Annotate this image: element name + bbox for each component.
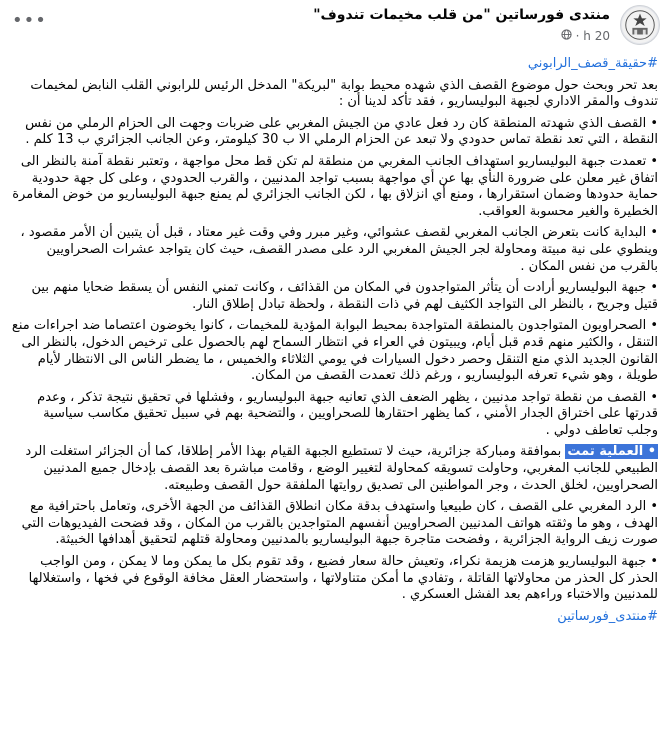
post-paragraph-5: • الصحراويون المتواجدون بالمنطقة المتواجدة بمحيط البوابة المؤدية للمخيمات ، كانوا يخوضون اعتصاما ضد اجراءات منع التنقل ، والكثير منهم قدم قبل أيام، ويبيتون في العراء في انتظار السماح لهم بالحصول على ترخيص الدخول، بالنظر الى القانون الجديد الذي منع التنقل وحصر دخول السيارات في يومي الثلاثاء والخميس ، ما يضطر الناس الى الانتظار لأيام طويلة ، وهو شيء تعرفه البوليساريو ، ورغم ذلك تعمدت القصف من المكان.	[11, 318, 658, 384]
logo-emblem-icon	[621, 6, 659, 44]
meta-dot: ·	[575, 28, 580, 43]
post-time[interactable]: 20 h	[583, 28, 610, 43]
post-paragraph-6: • القصف من نقطة تواجد مدنيين ، يظهر الضعف الذي تعانيه جبهة البوليساريو ، وفشلها في تحقيق نتيجة تذكر ، وعدم قدرتها على اختراق الجدار الأمني ، كما يظهر احتقارها للصحراويين ، والتضحية بهم في سبيل تحقيق مكاسب سياسية وجلب تعاطف دولي .	[37, 389, 658, 438]
page-name-link[interactable]: منتدى فورساتين "من قلب مخيمات تندوف"	[313, 7, 610, 23]
post-paragraph-3: • البداية كانت بتعرض الجانب المغربي لقصف عشوائي، وغير مبرر وفي وقت غير معتاد ، قبل أن يتبين أن الأمر مقصود ، وينطوي على نية مبيتة ومحاولة لجر الجيش المغربي الرد على مصدر القصف، حيث كان يتواجد عشرات الصحراويين بالقرب من نفس المكان .	[20, 225, 658, 274]
post-intro: بعد تحر وبحث حول موضوع القصف الذي شهده محيط بوابة "لبريكة" المدخل الرئيس للرابوني القلب النابض لمخيمات تندوف والمقر الاداري لجبهة البوليساريو ، فقد تأكد لدينا أن :	[30, 77, 658, 110]
post-meta	[561, 28, 610, 43]
hashtag-link-top[interactable]: #حقيقة_قصف_الرابوني	[527, 56, 658, 71]
post-paragraph-8: • الرد المغربي على القصف ، كان طبيعيا واستهدف بدقة مكان انطلاق القذائف من الجهة الأخرى، وتعامل باحترافية مع الهدف ، وهو ما وثقته هواتف المدنيين الصحراويين أنفسهم المتواجدين بالقرب من المكان ، وقد فضحت الفيديوهات التي صورت زيف الرواية الجزائرية ، وفضحت متاجرة جبهة البوليساريو بالمدنيين ومحاولة قتلهم لتحقيق أهدافها الخبيثة.	[21, 499, 658, 548]
post-paragraph-4: • جبهة البوليساريو أرادت أن يتأثر المتواجدون في المكان من القذائف ، وكانت تمني النفس أن يسقط ضحايا منهم بين قتيل وجريح ، بالنظر الى التواجد الكثيف لهم في ذات النقطة ، ولحظة تبادل إطلاق النار.	[31, 280, 658, 312]
hashtag-link-bottom[interactable]: #منتدى_فورساتين	[557, 608, 658, 624]
globe-icon	[561, 29, 572, 43]
more-horizontal-icon[interactable]: •••	[12, 10, 47, 31]
post-paragraph-7	[10, 444, 658, 494]
post-paragraph-9: • جبهة البوليساريو هزمت هزيمة نكراء، وتعيش حالة سعار فضيع ، وقد تقوم بكل ما يمكن وما لا يمكن ، ومن الواجب الحذر كل الحذر من محاولاتها القاتلة ، وتفادي ما أمكن متناولاتها ، واستحضار العقل مخافة الوقوع في فخها ، واستغلالها للمدنيين والاختباء وراءهم بعد الفشل العسكري .	[28, 554, 658, 603]
post-content	[10, 56, 658, 630]
post-header	[0, 0, 668, 50]
paragraph-7-text: بموافقة ومباركة جزائرية، حيث لا تستطيع الجبهة القيام بهذا الأمر إطلاقا، كما أن الجزائر استغلت الرد الطبيعي للجانب المغربي، وحاولت تسويقه كمحاولة لتغيير الوضع ، وقامت مباشرة بعد القصف بإدخال جميع المدنيين الصحراويين، لخلق الحدث ، وجر المواطنين الى تصديق روايتها الملفقة حول القصف وطبيعته.	[25, 444, 658, 493]
highlighted-text: • العملية تمت	[567, 444, 656, 460]
post-paragraph-1: • القصف الذي شهدته المنطقة كان رد فعل عادي من الجيش المغربي على ضربات وجهت الى الحزام الرملي من نفس النقطة ، التي تعد نقطة تماس حدودي ولا تبعد عن الحزام الرملي الا ب 30 كيلومتر، وعن الجانب الجزائري ب 13 كلم .	[25, 115, 658, 148]
page-avatar[interactable]	[620, 5, 660, 45]
post-paragraph-2: • تعمدت جبهة البوليساريو استهداف الجانب المغربي من منطقة لم تكن قط محل مواجهة ، وتعتبر نقطة آمنة بالنظر الى اتفاق غير معلن على ضرورة النأي بها عن أي مواجهة بسبب تواجد المدنيين ، والقرب الحدودي ، وعلى كل جهة حدودية حماية حدودها وضمان استقرارها ، ومنع أي انزلاق بها ، لكن الجانب الجزائري لم يمنع جبهة البوليساريو من خوض المغامرة الخطيرة والغير محسوبة العواقب.	[12, 153, 658, 219]
